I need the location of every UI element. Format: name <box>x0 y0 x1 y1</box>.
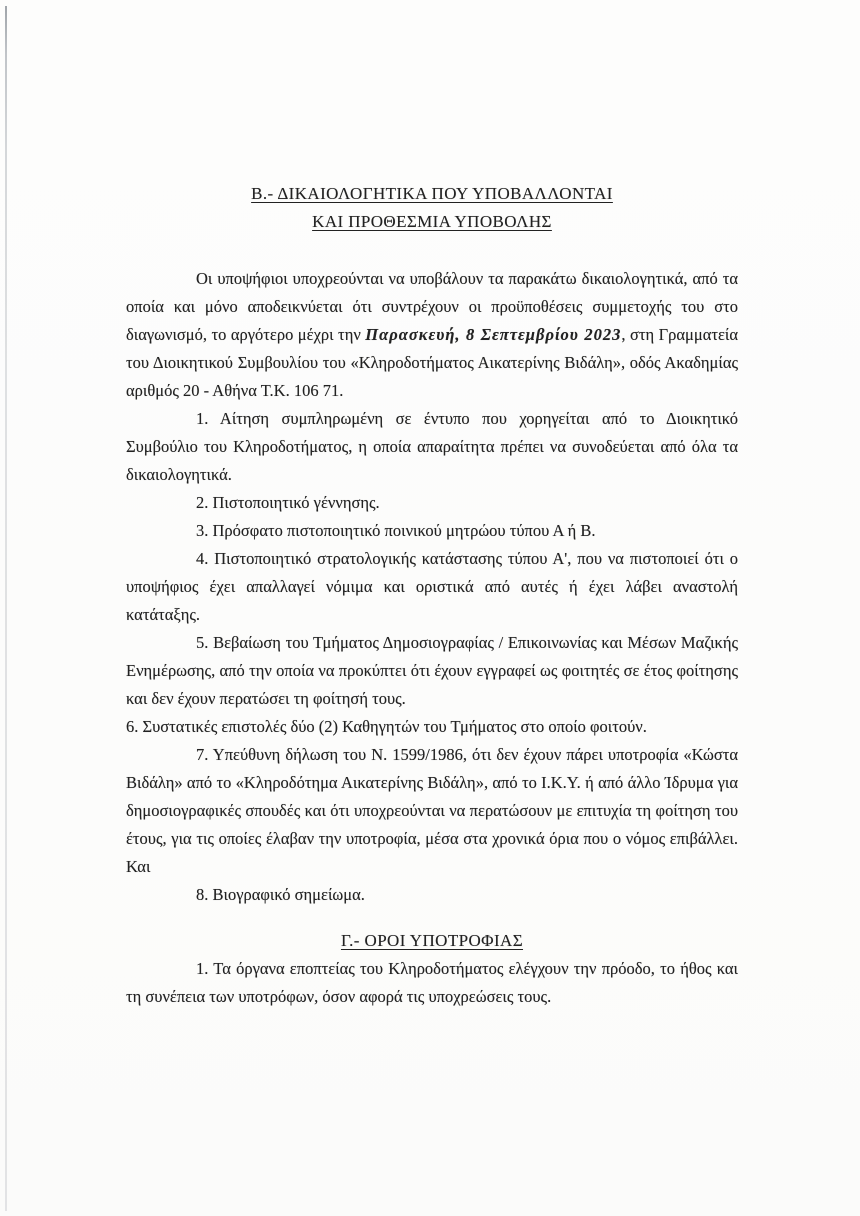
section-c-paragraph: 1. Τα όργανα εποπτείας του Κληροδοτήματος ελέγχουν την πρόοδο, το ήθος και τη συνέπεια των υποτρόφων, όσον αφορά τις υποχρεώσεις τους. <box>126 959 738 1006</box>
list-item-7: 7. Υπεύθυνη δήλωση του Ν. 1599/1986, ότι δεν έχουν πάρει υποτροφία «Κώστα Βιδάλη» από το «Κληροδότημα Αικατερίνης Βιδάλη», από το Ι.Κ.Υ. ή από άλλο Ίδρυμα για δημοσιογραφικές σπουδές και ότι υποχρεούνται να περατώσουν με επιτυχία τη φοίτηση του έτους, για τις οποίες έλαβαν την υποτροφία, μέσα στα χρονικά όρια που ο νόμος επιβάλλει. Και <box>126 745 738 876</box>
list-item-5: 5. Βεβαίωση του Τμήματος Δημοσιογραφίας / Επικοινωνίας και Μέσων Μαζικής Ενημέρωσης, από την οποία να προκύπτει ότι έχουν εγγραφεί ως φοιτητές σε έτος φοίτησης και δεν έχουν περατώσει τη φοίτησή τους. <box>126 633 738 708</box>
scan-edge-artifact <box>5 6 7 1211</box>
section-b-heading-line2: ΚΑΙ ΠΡΟΘΕΣΜΙΑ ΥΠΟΒΟΛΗΣ <box>312 212 552 231</box>
intro-text-before-date: Οι υποψήφιοι υποχρεούνται να υποβάλουν τα παρακάτω δικαιολογητικά, από τα οποία και μόνο αποδεικνύεται ότι συντρέχουν οι προϋποθέσεις συμμετοχής του στο διαγωνισμό, το αργότερο μέχρι την <box>126 269 738 344</box>
list-item-2: 2. Πιστοποιητικό γέννησης. <box>196 493 380 512</box>
document-body <box>126 0 738 1011</box>
list-item-3: 3. Πρόσφατο πιστοποιητικό ποινικού μητρώου τύπου Α ή Β. <box>196 521 596 540</box>
section-b-heading-line1: Β.- ΔΙΚΑΙΟΛΟΓΗΤΙΚΑ ΠΟΥ ΥΠΟΒΑΛΛΟΝΤΑΙ <box>251 184 613 203</box>
section-c-heading: Γ.- ΟΡΟΙ ΥΠΟΤΡΟΦΙΑΣ <box>340 931 524 950</box>
list-item-6: 6. Συστατικές επιστολές δύο (2) Καθηγητών του Τμήματος στο οποίο φοιτούν. <box>126 717 647 736</box>
intro-text-after-date: , στη Γραμματεία του Διοικητικού Συμβουλίου του «Κληροδοτήματος Αικατερίνης Βιδάλη», οδός Ακαδημίας αριθμός 20 - Αθήνα Τ.Κ. 106 71. <box>126 325 738 400</box>
deadline-date: Παρασκευή, 8 Σεπτεμβρίου 2023 <box>365 325 622 344</box>
list-item-8: 8. Βιογραφικό σημείωμα. <box>196 885 365 904</box>
section-b-heading <box>126 180 738 236</box>
list-item-1: 1. Αίτηση συμπληρωμένη σε έντυπο που χορηγείται από το Διοικητικό Συμβούλιο του Κληροδοτήματος, η οποία απαραίτητα πρέπει να συνοδεύεται από όλα τα δικαιολογητικά. <box>126 409 738 484</box>
list-item-4: 4. Πιστοποιητικό στρατολογικής κατάστασης τύπου Α', που να πιστοποιεί ότι ο υποψήφιος έχει απαλλαγεί νόμιμα και οριστικά από αυτές ή έχει λάβει αναστολή κατάταξης. <box>126 549 738 624</box>
intro-paragraph <box>126 265 738 405</box>
